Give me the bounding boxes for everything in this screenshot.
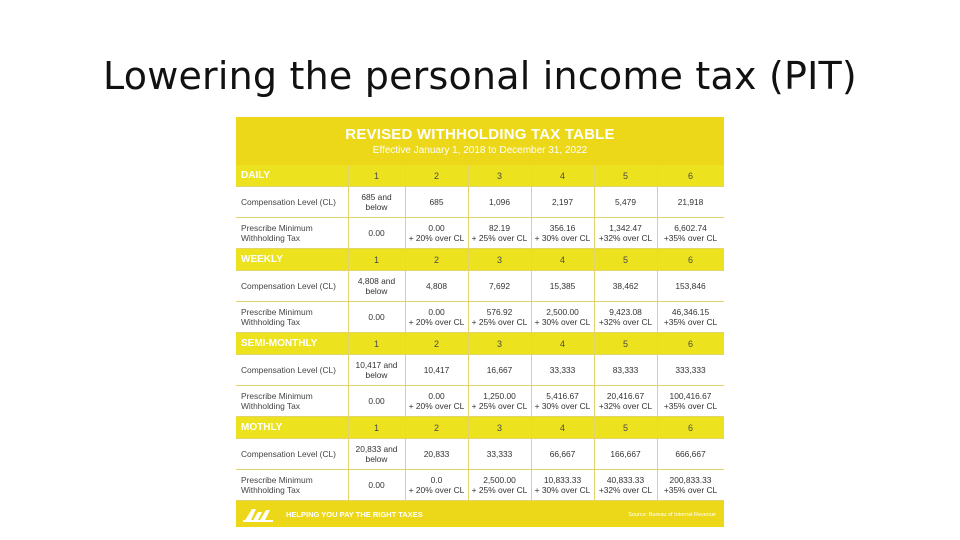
compensation-cell: 685 and below <box>348 187 405 218</box>
withholding-tax-cell <box>348 386 405 417</box>
withholding-tax-label: Prescribe Minimum Withholding Tax <box>236 470 348 501</box>
withholding-tax-cell <box>531 386 594 417</box>
tax-amount: 0.00 <box>368 480 385 490</box>
tax-amount: 10,833.33 <box>543 475 582 485</box>
tax-rate: +35% over CL <box>663 401 718 411</box>
withholding-tax-cell <box>594 386 657 417</box>
withholding-tax-cell <box>348 470 405 501</box>
withholding-tax-cell <box>468 218 531 249</box>
withholding-tax-table-image <box>236 117 724 527</box>
tax-amount: 5,416.67 <box>546 391 579 401</box>
withholding-tax-cell <box>348 218 405 249</box>
tax-amount: 0.00 <box>368 396 385 406</box>
withholding-tax-cell <box>657 218 724 249</box>
withholding-tax-cell <box>405 302 468 333</box>
tax-rate: + 25% over CL <box>471 485 528 495</box>
bracket-number: 4 <box>531 417 594 439</box>
bracket-number: 4 <box>531 333 594 355</box>
tax-amount: 20,416.67 <box>606 391 645 401</box>
withholding-tax-label: Prescribe Minimum Withholding Tax <box>236 218 348 249</box>
bracket-number: 3 <box>468 165 531 187</box>
withholding-tax-cell <box>348 302 405 333</box>
tax-amount: 46,346.15 <box>671 307 710 317</box>
tax-rate: +35% over CL <box>663 485 718 495</box>
bracket-number: 5 <box>594 249 657 271</box>
tax-rate: +32% over CL <box>598 401 653 411</box>
tax-amount: 200,833.33 <box>669 475 712 485</box>
withholding-tax-cell <box>657 302 724 333</box>
table-subtitle: Effective January 1, 2018 to December 31, 2022 <box>372 145 588 156</box>
section-band-weekly <box>236 249 724 271</box>
section-label: SEMI-MONTHLY <box>236 333 348 355</box>
compensation-cell: 1,096 <box>468 187 531 218</box>
section-band-semi-monthly <box>236 333 724 355</box>
tax-amount: 0.00 <box>428 307 445 317</box>
compensation-label: Compensation Level (CL) <box>236 271 348 302</box>
tax-amount: 9,423.08 <box>609 307 642 317</box>
bracket-number: 2 <box>405 249 468 271</box>
bracket-number: 6 <box>657 333 724 355</box>
compensation-cell: 16,667 <box>468 355 531 386</box>
bracket-number: 4 <box>531 165 594 187</box>
tax-amount: 0.00 <box>368 312 385 322</box>
tax-rate: +35% over CL <box>663 233 718 243</box>
section-label: MOTHLY <box>236 417 348 439</box>
tax-amount: 356.16 <box>549 223 576 233</box>
withholding-tax-label: Prescribe Minimum Withholding Tax <box>236 386 348 417</box>
compensation-cell: 685 <box>405 187 468 218</box>
tax-amount: 576.92 <box>486 307 513 317</box>
agency-logo-icon <box>242 506 276 524</box>
withholding-tax-row <box>236 302 724 333</box>
withholding-tax-cell <box>531 218 594 249</box>
bracket-number: 1 <box>348 249 405 271</box>
bracket-number: 1 <box>348 417 405 439</box>
compensation-row <box>236 439 724 470</box>
withholding-tax-cell <box>657 386 724 417</box>
tax-rate: + 20% over CL <box>408 485 465 495</box>
tax-rate: + 30% over CL <box>534 401 591 411</box>
bracket-number: 4 <box>531 249 594 271</box>
withholding-tax-cell <box>657 470 724 501</box>
compensation-row <box>236 355 724 386</box>
compensation-cell: 153,846 <box>657 271 724 302</box>
compensation-cell: 20,833 <box>405 439 468 470</box>
withholding-tax-row <box>236 218 724 249</box>
section-label: WEEKLY <box>236 249 348 271</box>
compensation-cell: 7,692 <box>468 271 531 302</box>
tax-rate: + 25% over CL <box>471 401 528 411</box>
tax-rate: + 30% over CL <box>534 317 591 327</box>
bracket-number: 2 <box>405 165 468 187</box>
compensation-cell: 66,667 <box>531 439 594 470</box>
withholding-tax-cell <box>594 302 657 333</box>
footer-source: Source: Bureau of Internal Revenue <box>628 511 716 518</box>
compensation-cell: 5,479 <box>594 187 657 218</box>
withholding-tax-cell <box>594 470 657 501</box>
tax-amount: 40,833.33 <box>606 475 645 485</box>
withholding-tax-cell <box>531 302 594 333</box>
tax-grid <box>236 165 724 501</box>
withholding-tax-label: Prescribe Minimum Withholding Tax <box>236 302 348 333</box>
bracket-number: 6 <box>657 165 724 187</box>
compensation-cell: 4,808 and below <box>348 271 405 302</box>
withholding-tax-cell <box>468 386 531 417</box>
tax-amount: 2,500.00 <box>483 475 516 485</box>
bracket-number: 1 <box>348 333 405 355</box>
tax-rate: + 30% over CL <box>534 485 591 495</box>
compensation-row <box>236 271 724 302</box>
compensation-cell: 666,667 <box>657 439 724 470</box>
tax-amount: 0.0 <box>430 475 443 485</box>
tax-amount: 82.19 <box>489 223 510 233</box>
withholding-tax-cell <box>405 470 468 501</box>
compensation-cell: 20,833 and below <box>348 439 405 470</box>
compensation-cell: 33,333 <box>531 355 594 386</box>
tax-rate: + 20% over CL <box>408 401 465 411</box>
bracket-number: 6 <box>657 249 724 271</box>
bracket-number: 5 <box>594 417 657 439</box>
tax-amount: 1,342.47 <box>609 223 642 233</box>
compensation-cell: 21,918 <box>657 187 724 218</box>
tax-rate: + 30% over CL <box>534 233 591 243</box>
bracket-number: 3 <box>468 333 531 355</box>
tax-rate: + 20% over CL <box>408 233 465 243</box>
compensation-cell: 83,333 <box>594 355 657 386</box>
table-title: REVISED WITHHOLDING TAX TABLE <box>345 126 615 143</box>
compensation-cell: 15,385 <box>531 271 594 302</box>
bracket-number: 5 <box>594 333 657 355</box>
tax-rate: + 20% over CL <box>408 317 465 327</box>
compensation-label: Compensation Level (CL) <box>236 355 348 386</box>
tax-amount: 2,500.00 <box>546 307 579 317</box>
tax-rate: +32% over CL <box>598 233 653 243</box>
compensation-cell: 2,197 <box>531 187 594 218</box>
bracket-number: 2 <box>405 417 468 439</box>
compensation-cell: 33,333 <box>468 439 531 470</box>
withholding-tax-row <box>236 386 724 417</box>
tax-amount: 0.00 <box>368 228 385 238</box>
slide-title: Lowering the personal income tax (PIT) <box>103 54 857 98</box>
tax-amount: 6,602.74 <box>674 223 707 233</box>
bracket-number: 2 <box>405 333 468 355</box>
section-band-daily <box>236 165 724 187</box>
tax-amount: 1,250.00 <box>483 391 516 401</box>
tax-rate: + 25% over CL <box>471 233 528 243</box>
bracket-number: 3 <box>468 417 531 439</box>
footer-tagline: HELPING YOU PAY THE RIGHT TAXES <box>286 510 423 519</box>
compensation-cell: 333,333 <box>657 355 724 386</box>
compensation-cell: 10,417 and below <box>348 355 405 386</box>
tax-rate: +32% over CL <box>598 485 653 495</box>
withholding-tax-cell <box>531 470 594 501</box>
withholding-tax-row <box>236 470 724 501</box>
bracket-number: 5 <box>594 165 657 187</box>
compensation-label: Compensation Level (CL) <box>236 187 348 218</box>
bracket-number: 3 <box>468 249 531 271</box>
tax-amount: 0.00 <box>428 223 445 233</box>
tax-rate: + 25% over CL <box>471 317 528 327</box>
tax-rate: +35% over CL <box>663 317 718 327</box>
tax-amount: 100,416.67 <box>669 391 712 401</box>
withholding-tax-cell <box>405 386 468 417</box>
withholding-tax-cell <box>594 218 657 249</box>
compensation-row <box>236 187 724 218</box>
section-band-mothly <box>236 417 724 439</box>
tax-rate: +32% over CL <box>598 317 653 327</box>
bracket-number: 6 <box>657 417 724 439</box>
withholding-tax-cell <box>468 302 531 333</box>
tax-amount: 0.00 <box>428 391 445 401</box>
table-header <box>236 117 724 165</box>
bracket-number: 1 <box>348 165 405 187</box>
compensation-label: Compensation Level (CL) <box>236 439 348 470</box>
compensation-cell: 166,667 <box>594 439 657 470</box>
withholding-tax-cell <box>405 218 468 249</box>
compensation-cell: 10,417 <box>405 355 468 386</box>
table-footer <box>236 501 724 527</box>
section-label: DAILY <box>236 165 348 187</box>
compensation-cell: 38,462 <box>594 271 657 302</box>
withholding-tax-cell <box>468 470 531 501</box>
compensation-cell: 4,808 <box>405 271 468 302</box>
